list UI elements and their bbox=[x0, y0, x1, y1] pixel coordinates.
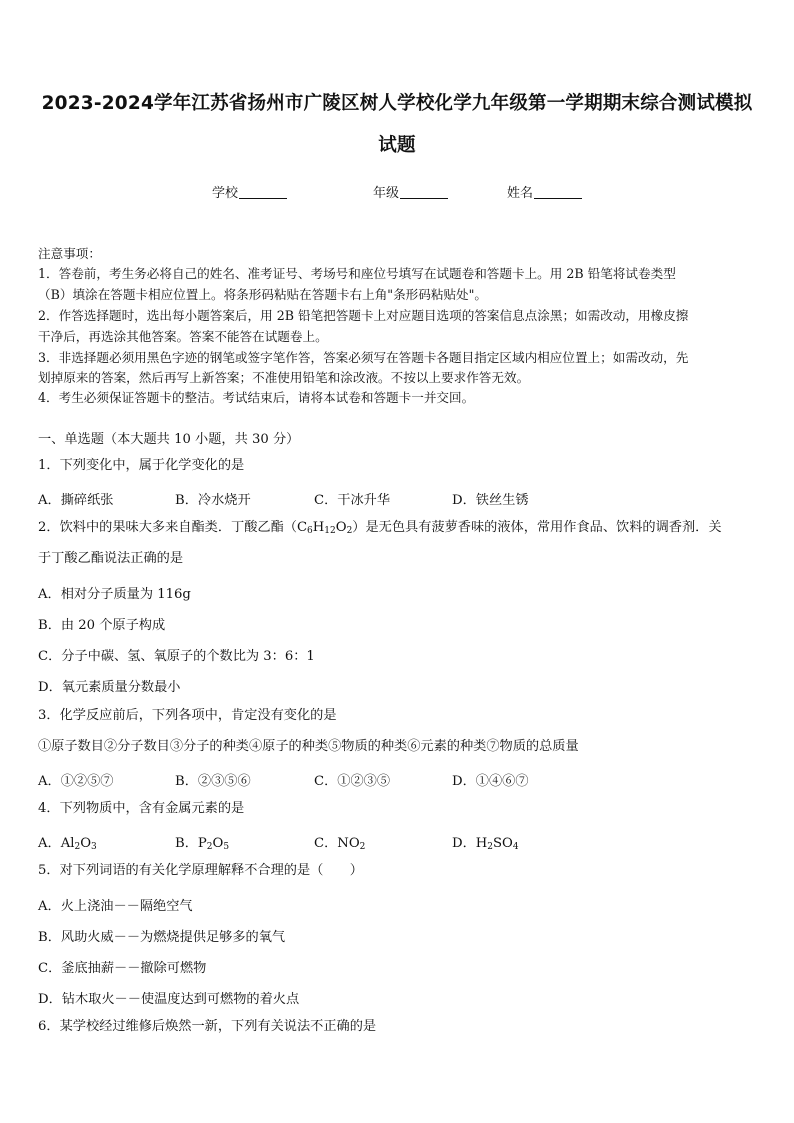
q5-option-c[interactable]: C．釜底抽薪－－撤除可燃物 bbox=[38, 961, 207, 976]
q4-option-d[interactable]: D．$H_2SO_4$ bbox=[452, 836, 519, 852]
student-info-line bbox=[0, 182, 794, 200]
exam-title-line1: 2023-2024学年江苏省扬州市广陵区树人学校化学九年级第一学期期末综合测试模拟 bbox=[41, 93, 753, 114]
question-4-stem: 4．下列物质中，含有金属元素的是 bbox=[38, 801, 245, 816]
note-line: 1．答卷前，考生务必将自己的姓名、准考证号、考场号和座位号填写在试题卷和答题卡上。用 2B 铅笔将试卷类型 bbox=[38, 266, 676, 281]
q2-option-b[interactable]: B．由 20 个原子构成 bbox=[38, 618, 166, 633]
q3-option-b[interactable]: B．②③⑤⑥ bbox=[175, 774, 251, 789]
question-5-stem: 5．对下列词语的有关化学原理解释不合理的是（ ） bbox=[38, 863, 363, 878]
note-line: 4．考生必须保证答题卡的整洁。考试结束后，请将本试卷和答题卡一并交回。 bbox=[38, 390, 475, 405]
q1-option-a[interactable]: A．撕碎纸张 bbox=[38, 493, 114, 508]
note-line: 3．非选择题必须用黑色字迹的钢笔或签字笔作答，答案必须写在答题卡各题目指定区域内相应位置上；如需改动，先 bbox=[38, 350, 689, 365]
notes-heading: 注意事项： bbox=[38, 246, 101, 261]
q5-option-a[interactable]: A．火上浇油－－隔绝空气 bbox=[38, 899, 193, 914]
q1-option-c[interactable]: C．干冰升华 bbox=[314, 493, 391, 508]
grade-label: 年级 bbox=[373, 186, 400, 201]
q4-option-c[interactable]: C．$NO_2$ bbox=[314, 836, 366, 852]
q2-option-c[interactable]: C．分子中碳、氢、氧原子的个数比为 3：6：1 bbox=[38, 649, 315, 664]
q2-option-d[interactable]: D．氧元素质量分数最小 bbox=[38, 680, 181, 695]
grade-field[interactable] bbox=[373, 182, 448, 201]
school-field[interactable] bbox=[212, 182, 287, 201]
q5-option-d[interactable]: D．钻木取火－－使温度达到可燃物的着火点 bbox=[38, 992, 300, 1007]
note-line: 干净后，再选涂其他答案。答案不能答在试题卷上。 bbox=[38, 329, 328, 344]
q3-option-a[interactable]: A．①②⑤⑦ bbox=[38, 774, 114, 789]
school-label: 学校 bbox=[212, 186, 239, 201]
name-blank[interactable] bbox=[534, 185, 582, 199]
q3-option-d[interactable]: D．①④⑥⑦ bbox=[452, 774, 529, 789]
q3-option-c[interactable]: C．①②③⑤ bbox=[314, 774, 391, 789]
q1-option-b[interactable]: B．冷水烧开 bbox=[175, 493, 251, 508]
name-field[interactable] bbox=[507, 182, 582, 201]
question-2-stem-line2: 于丁酸乙酯说法正确的是 bbox=[38, 551, 184, 566]
name-label: 姓名 bbox=[507, 186, 534, 201]
question-2-stem: 2．饮料中的果味大多来自酯类．丁酸乙酯$(C_6H_{12}O_2)$是无色具有菠萝香味的液体，常用作食品、饮料的调香剂．关 bbox=[38, 520, 722, 536]
q2-option-a[interactable]: A．相对分子质量为 116g bbox=[38, 587, 191, 602]
school-blank[interactable] bbox=[239, 185, 287, 199]
q4-option-a[interactable]: A．$Al_2O_3$ bbox=[38, 836, 97, 852]
note-line: 划掉原来的答案，然后再写上新答案；不准使用铅笔和涂改液。不按以上要求作答无效。 bbox=[38, 370, 530, 385]
q5-option-b[interactable]: B．风助火威－－为燃烧提供足够多的氧气 bbox=[38, 930, 286, 945]
section-heading: 一、单选题（本大题共 10 小题，共 30 分） bbox=[38, 432, 300, 447]
q4-option-b[interactable]: B．$P_2O_5$ bbox=[175, 836, 230, 852]
note-line: 2．作答选择题时，选出每小题答案后，用 2B 铅笔把答题卡上对应题目选项的答案信息点涂黑；如需改动，用橡皮擦 bbox=[38, 308, 689, 323]
exam-title-line2: 试题 bbox=[378, 135, 416, 156]
question-3-items: ①原子数目②分子数目③分子的种类④原子的种类⑤物质的种类⑥元素的种类⑦物质的总质量 bbox=[38, 739, 579, 754]
question-1-stem: 1．下列变化中，属于化学变化的是 bbox=[38, 458, 245, 473]
q1-option-d[interactable]: D．铁丝生锈 bbox=[452, 493, 529, 508]
note-line: （B）填涂在答题卡相应位置上。将条形码粘贴在答题卡右上角"条形码粘贴处"。 bbox=[38, 287, 488, 302]
grade-blank[interactable] bbox=[400, 185, 448, 199]
question-6-stem: 6．某学校经过维修后焕然一新，下列有关说法不正确的是 bbox=[38, 1019, 377, 1034]
question-3-stem: 3．化学反应前后，下列各项中，肯定没有变化的是 bbox=[38, 708, 337, 723]
